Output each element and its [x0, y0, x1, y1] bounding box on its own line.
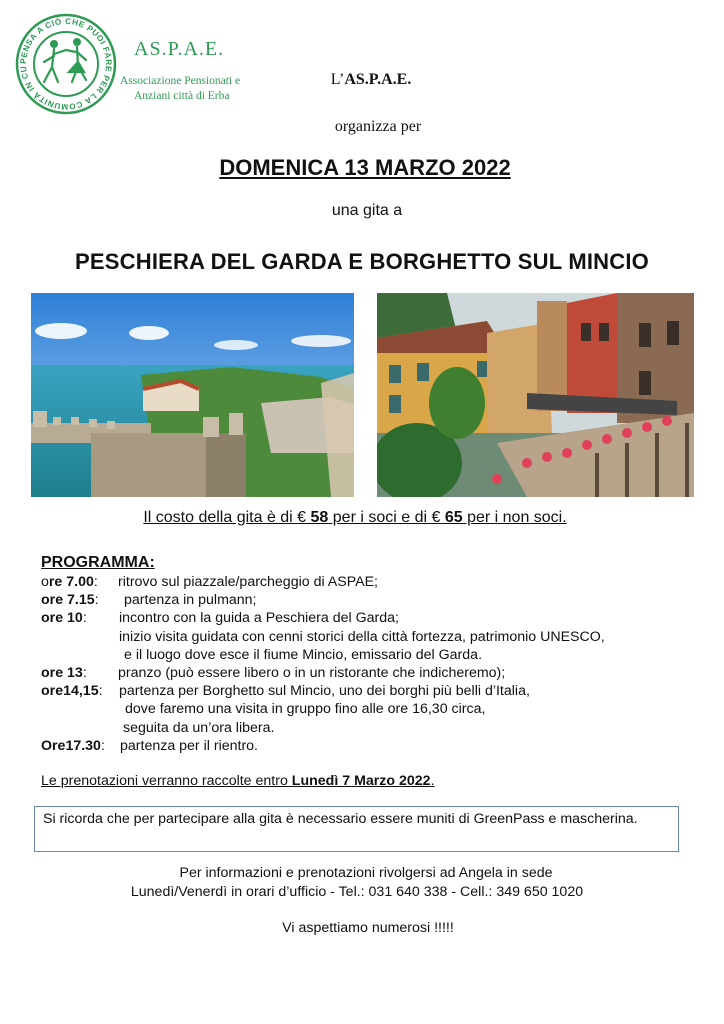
program-time: Ore17.30: [41, 737, 105, 754]
program-desc: seguita da un’ora libera. [123, 719, 275, 736]
program-desc: e il luogo dove esce il fiume Mincio, emissario del Garda. [124, 646, 483, 663]
sirmione-castle-photo [31, 293, 354, 497]
program-desc: partenza in pulmann; [124, 592, 257, 609]
program-time: ore 7.15: [41, 592, 99, 609]
greenpass-notice: Si ricorda che per partecipare alla gita è necessario essere muniti di GreenPass e mascherina. [34, 806, 679, 852]
cost-text-1: Il costo della gita è di € [143, 509, 311, 526]
intro-prefix: L’ [330, 71, 345, 88]
program-desc: partenza per Borghetto sul Mincio, uno dei borghi più belli d’Italia, [119, 683, 530, 700]
cost-text-3: per i non soci. [462, 509, 567, 526]
booking-end: . [430, 773, 435, 789]
program-time: ore 10: [41, 610, 87, 627]
intro-line [0, 71, 724, 89]
booking-text: Le prenotazioni verranno raccolte entro [41, 773, 292, 789]
contact-line-1: Per informazioni e prenotazioni rivolgersi ad Angela in sede [179, 865, 553, 881]
program-desc: dove faremo una visita in gruppo fino alle ore 16,30 circa, [125, 701, 486, 718]
borghetto-village-photo [377, 293, 694, 497]
booking-date: Lunedì 7 Marzo 2022 [291, 773, 431, 789]
program-time: ore14,15: [41, 683, 103, 700]
program-time: ore 7.00: [41, 574, 98, 590]
org-subtitle-line2: Anziani città di Erba [134, 90, 230, 102]
booking-deadline [41, 773, 435, 789]
logo-ring-text: PENSA A CIÒ CHE PUOI FARE PER LA COMUNITÀ IN CU [18, 16, 114, 112]
closing-line: Vi aspettiamo numerosi !!!!! [282, 920, 454, 936]
program-desc: pranzo (può essere libero o in un ristorante che indicheremo); [118, 664, 506, 681]
program-time: ore 13: [41, 664, 87, 681]
aspae-logo [14, 12, 118, 116]
event-date: DOMENICA 13 MARZO 2022 [219, 155, 511, 180]
org-name: AS.P.A.E. [134, 38, 225, 60]
trip-intro: una gita a [331, 202, 403, 219]
program-desc: incontro con la guida a Peschiera del Garda; [119, 610, 399, 627]
org-subtitle-line1: Associazione Pensionati e [120, 75, 241, 87]
program-title: PROGRAMMA: [41, 554, 155, 571]
program-desc: ritrovo sul piazzale/parcheggio di ASPAE; [118, 574, 378, 590]
destination-title: PESCHIERA DEL GARDA E BORGHETTO SUL MINCIO [75, 249, 649, 274]
nonmembers-price: 65 [444, 509, 463, 526]
cost-text-2: per i soci e di € [328, 509, 445, 526]
contact-line-2: Lunedì/Venerdì in orari d’ufficio - Tel.: 031 640 338 - Cell.: 349 650 1020 [130, 884, 584, 900]
program-desc: inizio visita guidata con cenni storici della città fortezza, patrimonio UNESCO, [119, 628, 605, 645]
program-desc: partenza per il rientro. [120, 737, 259, 754]
members-price: 58 [310, 509, 329, 526]
organizes-line: organizza per [334, 118, 422, 135]
intro-org: AS.P.A.E. [344, 71, 412, 88]
trip-cost [0, 509, 724, 527]
